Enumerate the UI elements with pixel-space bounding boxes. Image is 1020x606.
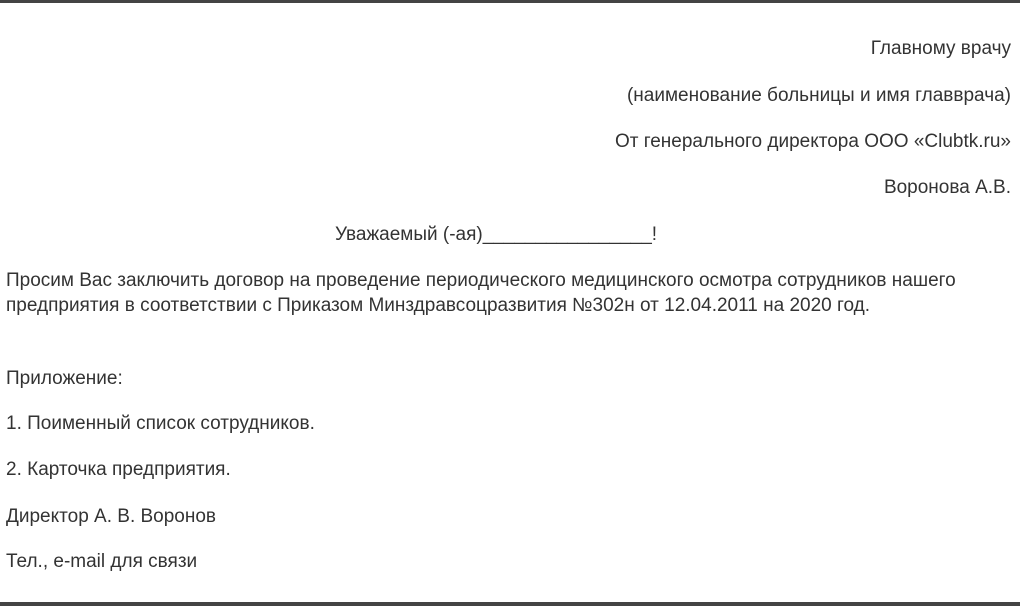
attachments-heading: Приложение: (6, 368, 123, 389)
attachment-item: 2. Карточка предприятия. (6, 459, 231, 480)
signature-line: Директор А. В. Воронов (6, 506, 217, 527)
sender-line: От генерального директора ООО «Clubtk.ru» (614, 131, 1011, 152)
recipient-title: Главному врачу (870, 38, 1011, 59)
sender-name: Воронова А.В. (883, 177, 1011, 198)
contact-line: Тел., e-mail для связи (6, 551, 198, 572)
salutation: Уважаемый (-ая)________________! (335, 224, 658, 245)
request-paragraph: Просим Вас заключить договор на проведение периодического медицинского осмотра сотрудников нашего предприятия в соответствии с Приказом Минздравсоцразвития №302н от 12.04.2011 на 2020 год. (6, 270, 956, 316)
recipient-placeholder: (наименование больницы и имя главврача) (626, 85, 1011, 106)
attachment-item: 1. Поименный список сотрудников. (6, 413, 315, 434)
